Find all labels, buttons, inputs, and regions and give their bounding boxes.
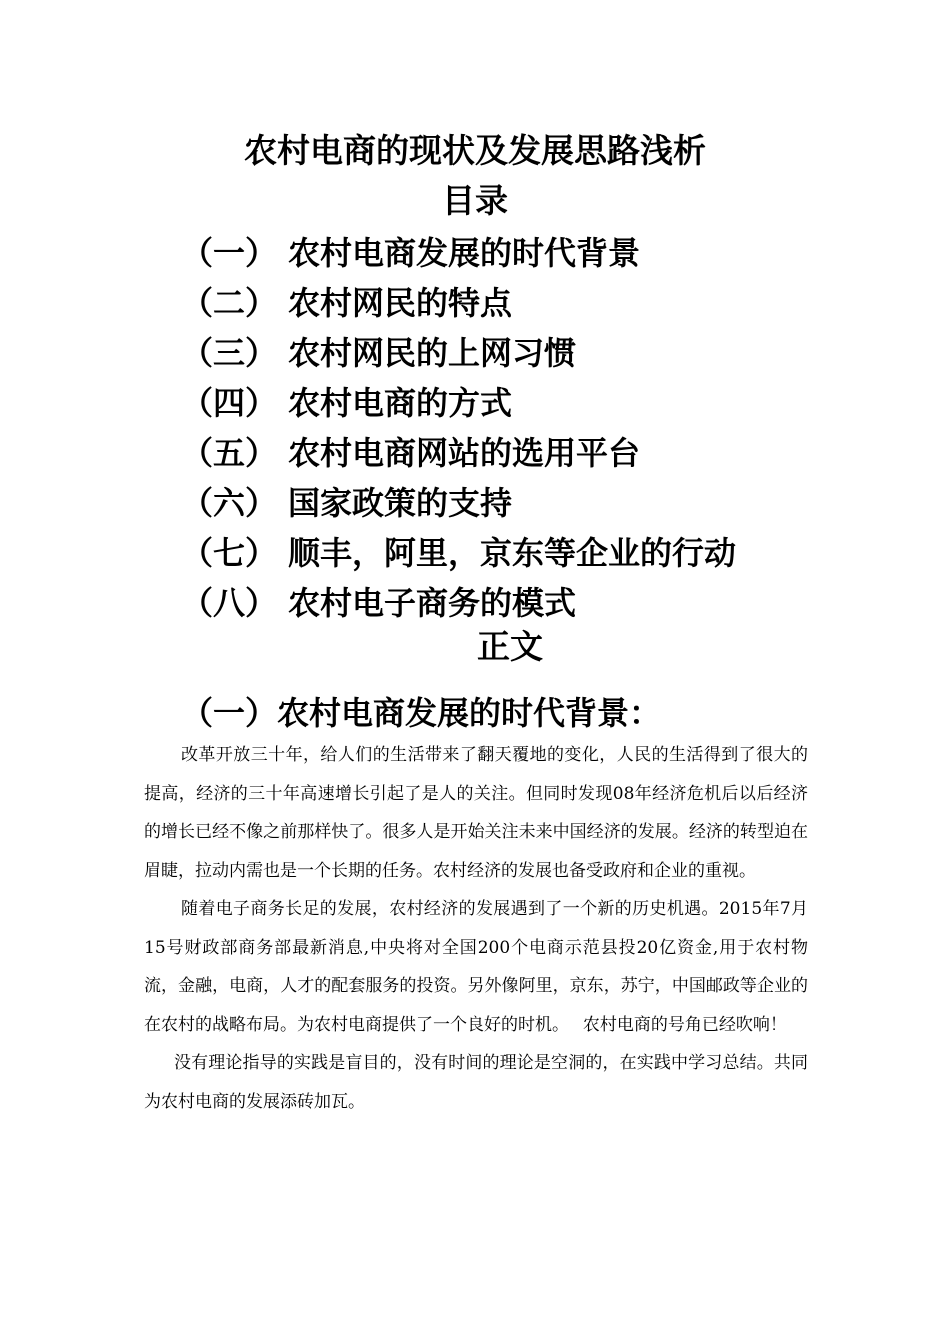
- toc-item: [181, 576, 881, 626]
- toc-item-number: （一）: [181, 234, 278, 272]
- toc-item-label: 农村电子商务的模式: [288, 584, 577, 622]
- toc-item-label: 国家政策的支持: [288, 484, 513, 522]
- toc-item: [181, 526, 881, 576]
- toc-heading: 目录: [442, 181, 508, 220]
- toc-item-number: （五）: [181, 434, 278, 472]
- table-of-contents: [181, 226, 881, 626]
- section-heading: （一）农村电商发展的时代背景：: [181, 694, 662, 732]
- toc-item-number: （四）: [181, 384, 278, 422]
- toc-item-label: 农村电商的方式: [288, 384, 513, 422]
- body-heading: 正文: [477, 627, 543, 666]
- toc-item-number: （三）: [181, 334, 278, 372]
- toc-item: [181, 226, 881, 276]
- toc-item: [181, 326, 881, 376]
- document-title: 农村电商的现状及发展思路浅析: [244, 131, 706, 170]
- body-paragraph: 随着电子商务长足的发展，农村经济的发展遇到了一个新的历史机遇。2015年7月15号财政部商务部最新消息,中央将对全国200个电商示范县投20亿资金,用于农村物流，金融，电商，人才的配套服务的投资。另外像阿里，京东，苏宁，中国邮政等企业的在农村的战略布局。为农村电商提供了一个良好的时机。 农村电商的号角已经吹响！: [144, 899, 808, 1035]
- toc-item-number: （八）: [181, 584, 278, 622]
- toc-item-number: （六）: [181, 484, 278, 522]
- toc-item-label: 农村电商网站的选用平台: [288, 434, 641, 472]
- toc-item: [181, 376, 881, 426]
- body-paragraph: 没有理论指导的实践是盲目的，没有时间的理论是空洞的，在实践中学习总结。共同为农村电商的发展添砖加瓦。: [144, 1053, 808, 1112]
- toc-item-number: （二）: [181, 284, 278, 322]
- body-paragraph: 改革开放三十年，给人们的生活带来了翻天覆地的变化，人民的生活得到了很大的提高，经济的三十年高速增长引起了是人的关注。但同时发现08年经济危机后以后经济的增长已经不像之前那样快了。很多人是开始关注未来中国经济的发展。经济的转型迫在眉睫，拉动内需也是一个长期的任务。农村经济的发展也备受政府和企业的重视。: [144, 745, 808, 881]
- toc-item-number: （七）: [181, 534, 278, 572]
- toc-item-label: 农村网民的上网习惯: [288, 334, 577, 372]
- toc-item-label: 农村电商发展的时代背景: [288, 234, 641, 272]
- toc-item: [181, 426, 881, 476]
- toc-item: [181, 276, 881, 326]
- body-text: [144, 736, 808, 1121]
- toc-item-label: 顺丰，阿里，京东等企业的行动: [288, 534, 737, 572]
- toc-item-label: 农村网民的特点: [288, 284, 513, 322]
- toc-item: [181, 476, 881, 526]
